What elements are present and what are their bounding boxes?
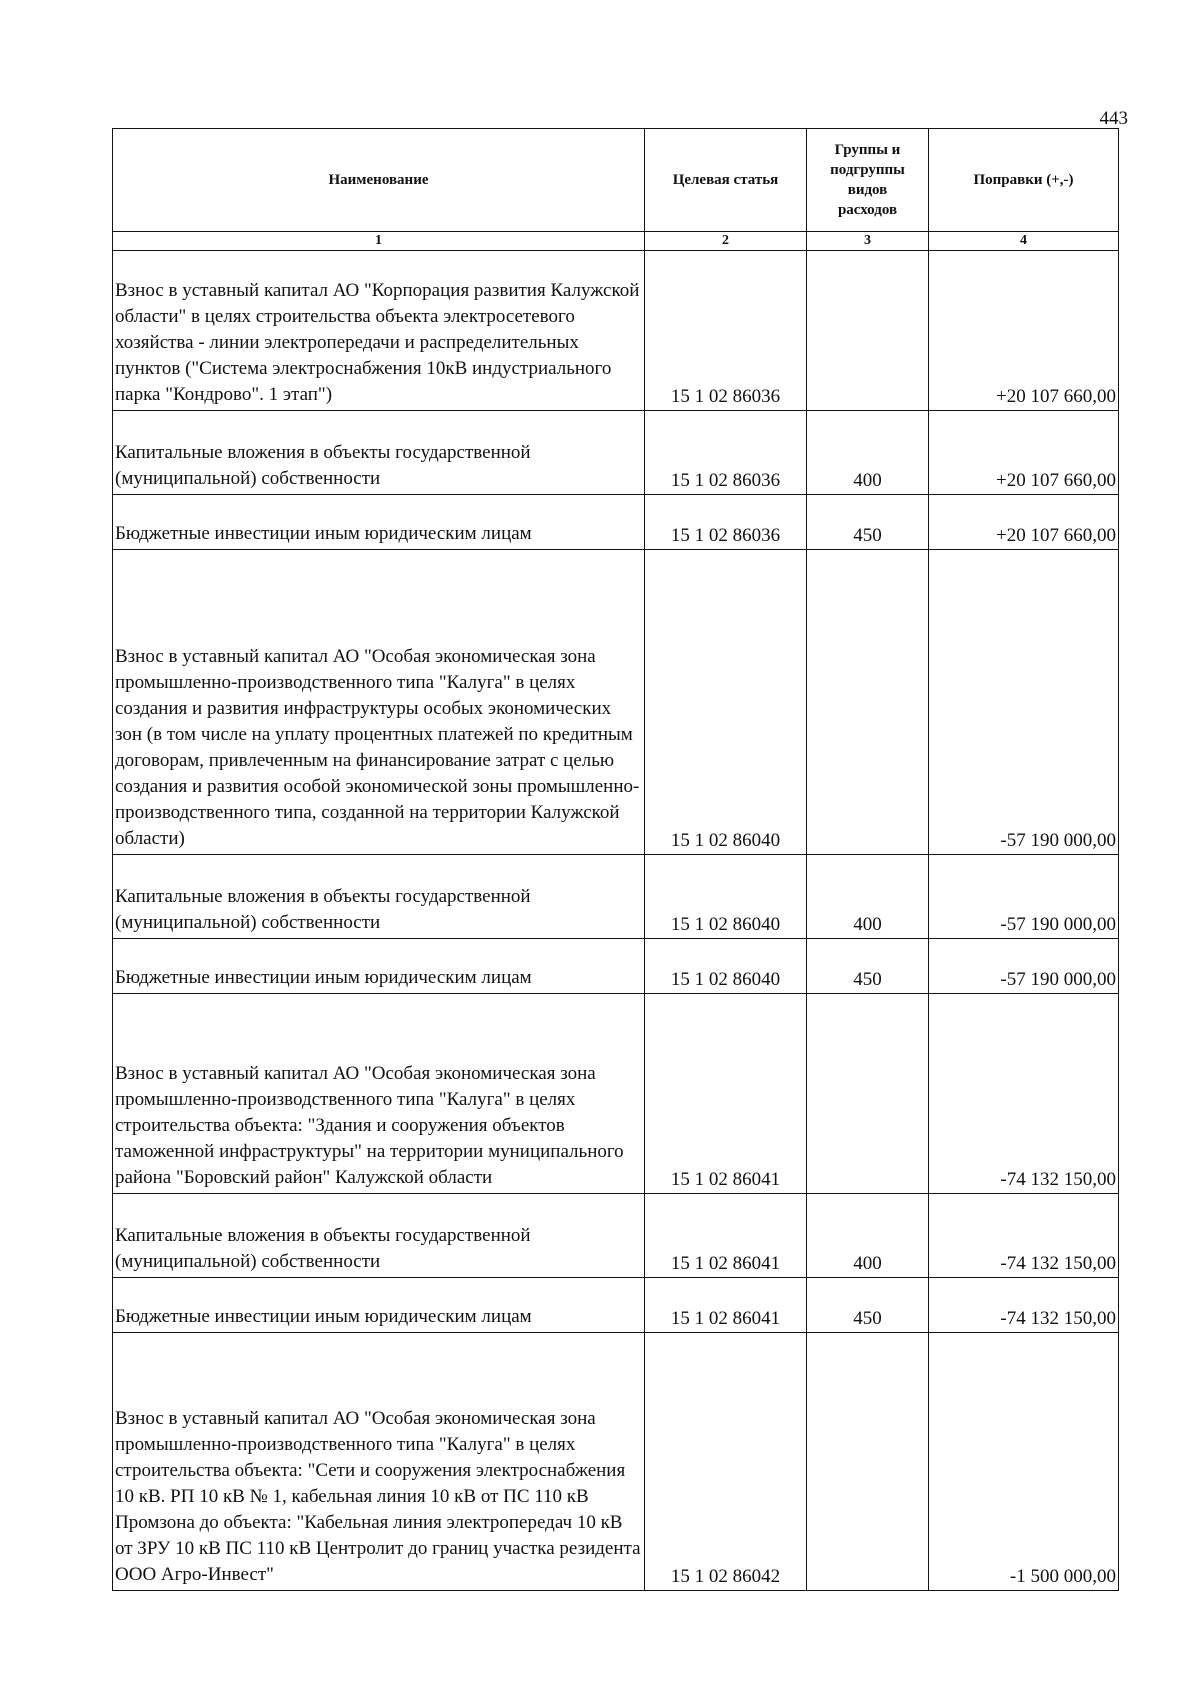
- row-amount: -74 132 150,00: [929, 1278, 1119, 1333]
- row-name: Бюджетные инвестиции иным юридическим лицам: [113, 495, 645, 550]
- row-expense-group: [807, 251, 929, 411]
- row-amount: -1 500 000,00: [929, 1333, 1119, 1591]
- row-name: Капитальные вложения в объекты государственной (муниципальной) собственности: [113, 855, 645, 939]
- row-expense-group: [807, 550, 929, 855]
- row-target-code: 15 1 02 86041: [645, 1278, 807, 1333]
- header-groups: Группы и подгруппы видов расходов: [807, 129, 929, 232]
- table-row: [113, 994, 1119, 1194]
- row-target-code: 15 1 02 86036: [645, 251, 807, 411]
- budget-amendments-table: [112, 128, 1119, 1591]
- column-number-2: 2: [645, 232, 807, 251]
- row-amount: +20 107 660,00: [929, 251, 1119, 411]
- row-target-code: 15 1 02 86040: [645, 939, 807, 994]
- row-expense-group: 450: [807, 1278, 929, 1333]
- row-expense-group: [807, 1333, 929, 1591]
- row-amount: +20 107 660,00: [929, 495, 1119, 550]
- table-row: [113, 1194, 1119, 1278]
- row-expense-group: 450: [807, 939, 929, 994]
- column-number-row: [113, 232, 1119, 251]
- row-target-code: 15 1 02 86041: [645, 994, 807, 1194]
- table-header: [113, 129, 1119, 251]
- table-row: [113, 411, 1119, 495]
- row-expense-group: 400: [807, 1194, 929, 1278]
- page-number: 443: [1099, 108, 1128, 129]
- row-amount: +20 107 660,00: [929, 411, 1119, 495]
- row-amount: -74 132 150,00: [929, 1194, 1119, 1278]
- row-expense-group: [807, 994, 929, 1194]
- table-body: [113, 251, 1119, 1591]
- row-name: Капитальные вложения в объекты государственной (муниципальной) собственности: [113, 1194, 645, 1278]
- row-name: Бюджетные инвестиции иным юридическим лицам: [113, 1278, 645, 1333]
- row-expense-group: 400: [807, 411, 929, 495]
- row-name: Взнос в уставный капитал АО "Особая экономическая зона промышленно-производственного типа "Калуга" в целях строительства объекта: "Здания и сооружения объектов таможенной инфраструктуры" на территории муниципального района "Боровский район" Калужской области: [113, 994, 645, 1194]
- column-number-3: 3: [807, 232, 929, 251]
- row-expense-group: 450: [807, 495, 929, 550]
- row-expense-group: 400: [807, 855, 929, 939]
- row-name: Взнос в уставный капитал АО "Особая экономическая зона промышленно-производственного типа "Калуга" в целях создания и развития инфраструктуры особых экономических зон (в том числе на уплату процентных платежей по кредитным договорам, привлеченным на финансирование затрат с целью создания и развития особой экономической зоны промышленно-производственного типа, созданной на территории Калужской области): [113, 550, 645, 855]
- row-amount: -57 190 000,00: [929, 550, 1119, 855]
- table-row: [113, 495, 1119, 550]
- table-row: [113, 855, 1119, 939]
- row-amount: -57 190 000,00: [929, 855, 1119, 939]
- row-target-code: 15 1 02 86040: [645, 855, 807, 939]
- column-number-1: 1: [113, 232, 645, 251]
- table-row: [113, 251, 1119, 411]
- table-row: [113, 1278, 1119, 1333]
- row-target-code: 15 1 02 86040: [645, 550, 807, 855]
- row-name: Капитальные вложения в объекты государственной (муниципальной) собственности: [113, 411, 645, 495]
- table-row: [113, 550, 1119, 855]
- row-target-code: 15 1 02 86042: [645, 1333, 807, 1591]
- table-row: [113, 939, 1119, 994]
- row-name: Взнос в уставный капитал АО "Корпорация развития Калужской области" в целях строительства объекта электросетевого хозяйства - линии электропередачи и распределительных пунктов ("Система электроснабжения 10кВ индустриального парка "Кондрово". 1 этап"): [113, 251, 645, 411]
- row-name: Взнос в уставный капитал АО "Особая экономическая зона промышленно-производственного типа "Калуга" в целях строительства объекта: "Сети и сооружения электроснабжения 10 кВ. РП 10 кВ № 1, кабельная линия 10 кВ от ПС 110 кВ Промзона до объекта: "Кабельная линия электропередач 10 кВ от ЗРУ 10 кВ ПС 110 кВ Центролит до границ участка резидента ООО Агро-Инвест": [113, 1333, 645, 1591]
- row-target-code: 15 1 02 86036: [645, 495, 807, 550]
- header-name: Наименование: [113, 129, 645, 232]
- row-target-code: 15 1 02 86041: [645, 1194, 807, 1278]
- row-target-code: 15 1 02 86036: [645, 411, 807, 495]
- column-number-4: 4: [929, 232, 1119, 251]
- header-row: [113, 129, 1119, 232]
- row-amount: -57 190 000,00: [929, 939, 1119, 994]
- header-target: Целевая статья: [645, 129, 807, 232]
- table-row: [113, 1333, 1119, 1591]
- row-name: Бюджетные инвестиции иным юридическим лицам: [113, 939, 645, 994]
- row-amount: -74 132 150,00: [929, 994, 1119, 1194]
- header-amendments: Поправки (+,-): [929, 129, 1119, 232]
